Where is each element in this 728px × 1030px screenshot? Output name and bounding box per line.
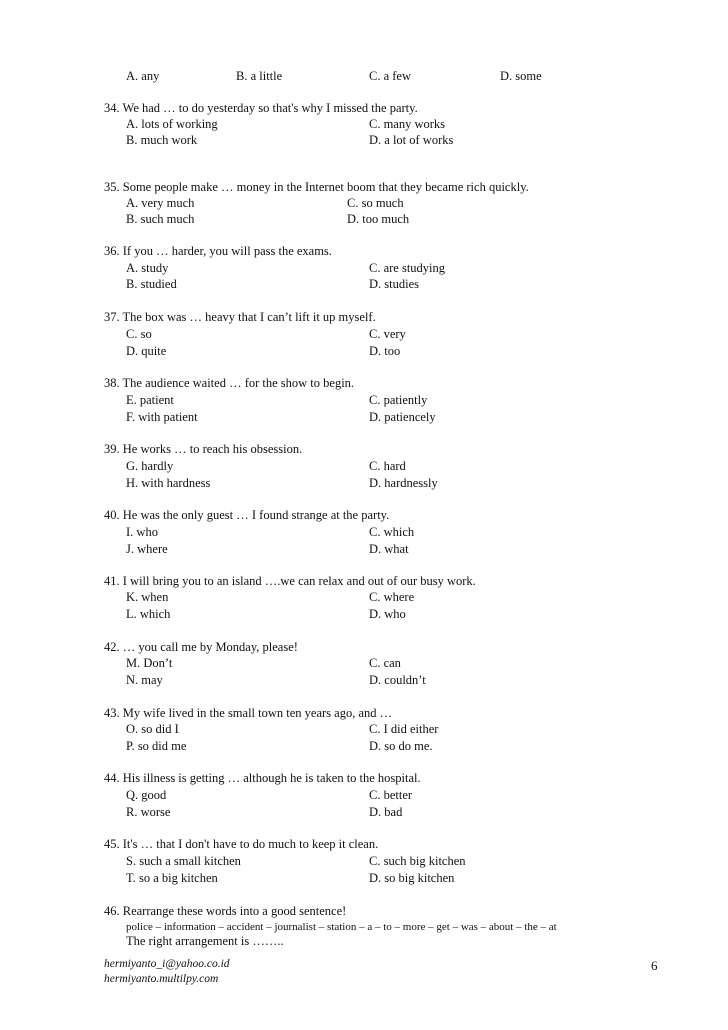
- question-38-option-2: C. patiently: [369, 393, 428, 407]
- question-40-option-1: I. who: [126, 525, 158, 539]
- question-38-option-4: D. patiencely: [369, 410, 436, 424]
- question-37-stem: 37. The box was … heavy that I can’t lift it up myself.: [104, 310, 376, 324]
- question-37-option-1: C. so: [126, 327, 152, 341]
- question-39-option-4: D. hardnessly: [369, 476, 438, 490]
- question-37-option-2: C. very: [369, 327, 406, 341]
- question-44-stem: 44. His illness is getting … although he is taken to the hospital.: [104, 771, 421, 785]
- question-41-option-1: K. when: [126, 590, 169, 604]
- question-34-option-d: D. a lot of works: [369, 133, 454, 147]
- question-35-option-a: A. very much: [126, 196, 195, 210]
- question-34-option-c: C. many works: [369, 117, 446, 131]
- question-41-option-4: D. who: [369, 607, 406, 621]
- question-46-stem: 46. Rearrange these words into a good sentence!: [104, 904, 347, 918]
- question-38-stem: 38. The audience waited … for the show to begin.: [104, 376, 355, 390]
- question-36-option-a: A. study: [126, 261, 169, 275]
- question-34-stem: 34. We had … to do yesterday so that's why I missed the party.: [104, 101, 418, 115]
- question-45-option-1: S. such a small kitchen: [126, 854, 241, 868]
- question-41-stem: 41. I will bring you to an island ….we can relax and out of our busy work.: [104, 574, 476, 588]
- question-39-option-3: H. with hardness: [126, 476, 211, 490]
- question-36-option-c: C. are studying: [369, 261, 446, 275]
- question-38-option-3: F. with patient: [126, 410, 198, 424]
- question-43-option-1: O. so did I: [126, 722, 179, 736]
- question-35-option-c: C. so much: [347, 196, 404, 210]
- question-36-stem: 36. If you … harder, you will pass the exams.: [104, 244, 332, 258]
- top-option-c: C. a few: [369, 69, 411, 83]
- question-41-option-2: C. where: [369, 590, 415, 604]
- question-44-option-3: R. worse: [126, 805, 171, 819]
- question-45-stem: 45. It's … that I don't have to do much to keep it clean.: [104, 837, 379, 851]
- question-36-option-d: D. studies: [369, 277, 419, 291]
- question-43-stem: 43. My wife lived in the small town ten years ago, and …: [104, 706, 393, 720]
- question-35-stem: 35. Some people make … money in the Internet boom that they became rich quickly.: [104, 180, 529, 194]
- footer-email: hermiyanto_i@yahoo.co.id: [104, 958, 230, 970]
- question-34-option-b: B. much work: [126, 133, 198, 147]
- question-44-option-4: D. bad: [369, 805, 403, 819]
- question-44-option-2: C. better: [369, 788, 413, 802]
- question-35-option-d: D. too much: [347, 212, 410, 226]
- page-number: 6: [651, 958, 658, 973]
- question-43-option-2: C. I did either: [369, 722, 439, 736]
- question-38-option-1: E. patient: [126, 393, 174, 407]
- question-46-answer-prompt: The right arrangement is ……..: [126, 934, 284, 948]
- question-42-option-1: M. Don’t: [126, 656, 173, 670]
- question-35-option-b: B. such much: [126, 212, 195, 226]
- question-39-option-1: G. hardly: [126, 459, 174, 473]
- question-45-option-4: D. so big kitchen: [369, 871, 455, 885]
- question-40-stem: 40. He was the only guest … I found strange at the party.: [104, 508, 390, 522]
- question-45-option-3: T. so a big kitchen: [126, 871, 218, 885]
- top-option-a: A. any: [126, 69, 160, 83]
- footer-site: hermiyanto.multilpy.com: [104, 973, 219, 985]
- question-41-option-3: L. which: [126, 607, 171, 621]
- question-37-option-3: D. quite: [126, 344, 167, 358]
- top-option-d: D. some: [500, 69, 542, 83]
- question-36-option-b: B. studied: [126, 277, 177, 291]
- question-42-option-4: D. couldn’t: [369, 673, 426, 687]
- top-option-b: B. a little: [236, 69, 283, 83]
- question-40-option-4: D. what: [369, 542, 409, 556]
- question-42-option-3: N. may: [126, 673, 163, 687]
- question-43-option-4: D. so do me.: [369, 739, 433, 753]
- question-34-option-a: A. lots of working: [126, 117, 218, 131]
- question-44-option-1: Q. good: [126, 788, 167, 802]
- question-43-option-3: P. so did me: [126, 739, 187, 753]
- question-39-stem: 39. He works … to reach his obsession.: [104, 442, 303, 456]
- question-37-option-4: D. too: [369, 344, 401, 358]
- question-39-option-2: C. hard: [369, 459, 406, 473]
- question-42-option-2: C. can: [369, 656, 401, 670]
- question-45-option-2: C. such big kitchen: [369, 854, 466, 868]
- question-46-word-list: police – information – accident – journalist – station – a – to – more – get – was – about – the – at: [126, 921, 557, 933]
- question-42-stem: 42. … you call me by Monday, please!: [104, 640, 298, 654]
- question-40-option-2: C. which: [369, 525, 415, 539]
- question-40-option-3: J. where: [126, 542, 168, 556]
